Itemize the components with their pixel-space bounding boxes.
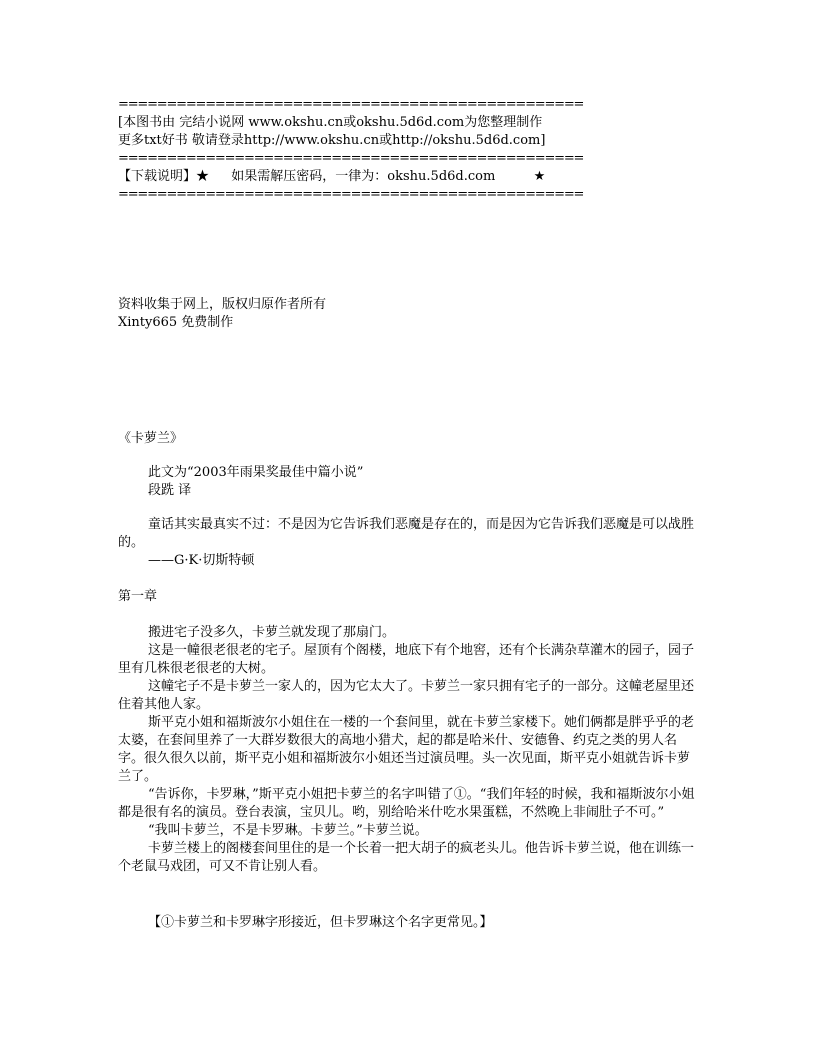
paragraph: “我叫卡萝兰，不是卡罗琳。卡萝兰。”卡萝兰说。 bbox=[148, 823, 428, 838]
footnote: 【①卡萝兰和卡罗琳字形接近，但卡罗琳这个名字更常见。】 bbox=[148, 915, 493, 930]
paragraph: 搬进宅子没多久，卡萝兰就发现了那扇门。 bbox=[148, 625, 396, 640]
book-meta bbox=[118, 464, 698, 500]
credits-line-1: 资料收集于网上，版权归原作者所有 bbox=[118, 297, 327, 312]
chapter-heading: 第一章 bbox=[118, 589, 158, 604]
credits bbox=[118, 296, 698, 332]
download-text: 如果需解压密码，一律为：okshu.5d6d.com bbox=[231, 169, 496, 184]
header-line-2: 更多txt好书 敬请登录http://www.okshu.cn或http://okshu.5d6d.com] bbox=[118, 133, 546, 148]
star-icon: ★ bbox=[533, 169, 546, 184]
paragraph: 这幢宅子不是卡萝兰一家人的，因为它太大了。卡萝兰一家只拥有宅子的一部分。这幢老屋里还住着其他人家。 bbox=[118, 679, 695, 712]
download-label: 【下载说明】★ bbox=[118, 169, 210, 184]
award-note: 此文为“2003年雨果奖最佳中篇小说” bbox=[148, 465, 364, 480]
paragraph: “告诉你，卡罗琳，”斯平克小姐把卡萝兰的名字叫错了①。“我们年轻的时候，我和福斯波尔小姐都是很有名的演员。登台表演，宝贝儿。哟，别给哈米什吃水果蛋糕，不然晚上非闹肚子不可。” bbox=[118, 787, 695, 820]
translator: 段跣 译 bbox=[148, 483, 192, 498]
book-title: 《卡萝兰》 bbox=[118, 431, 184, 446]
paragraph: 这是一幢很老很老的宅子。屋顶有个阁楼，地底下有个地窖，还有个长满杂草灌木的园子，园子里有几株很老很老的大树。 bbox=[118, 643, 695, 676]
epigraph: 童话其实最真实不过：不是因为它告诉我们恶魔是存在的，而是因为它告诉我们恶魔是可以战胜的。 bbox=[118, 517, 695, 550]
paragraph: 斯平克小姐和福斯波尔小姐住在一楼的一个套间里，就在卡萝兰家楼下。她们俩都是胖乎乎的老太婆，在套间里养了一大群岁数很大的高地小猎犬，起的都是哈米什、安德鲁、约克之类的男人名字。很久很久以前，斯平克小姐和福斯波尔小姐还当过演员哩。头一次见面，斯平克小姐就告诉卡萝兰了。 bbox=[118, 715, 695, 784]
epigraph-author: ——G·K·切斯特顿 bbox=[148, 553, 255, 568]
paragraph: 卡萝兰楼上的阁楼套间里住的是一个长着一把大胡子的疯老头儿。他告诉卡萝兰说，他在训练一个老鼠马戏团，可又不肯让别人看。 bbox=[118, 841, 695, 874]
chapter-body bbox=[118, 624, 698, 876]
header-line-1: [本图书由 完结小说网 www.okshu.cn或okshu.5d6d.com为您整理制作 bbox=[118, 115, 543, 130]
separator-rule: ================================================ bbox=[118, 97, 584, 112]
separator-rule: ================================================ bbox=[118, 187, 584, 202]
credits-line-2: Xinty665 免费制作 bbox=[118, 315, 234, 330]
download-note bbox=[118, 168, 698, 186]
separator-rule: ================================================ bbox=[118, 151, 584, 166]
download-header bbox=[118, 96, 698, 204]
